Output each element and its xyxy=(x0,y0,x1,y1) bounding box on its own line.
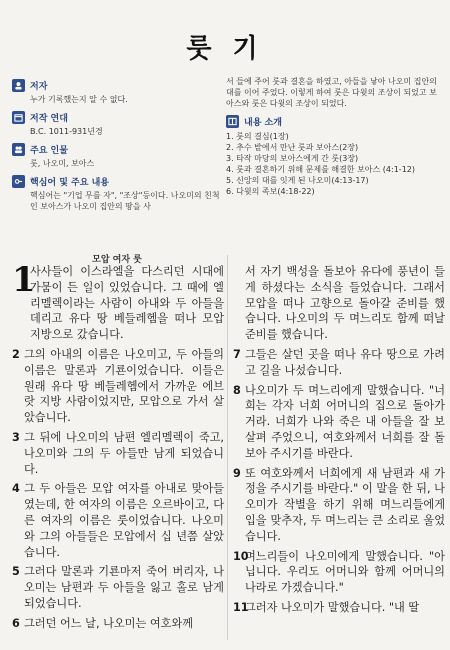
chapter-number: 1 xyxy=(12,260,36,300)
author-title: 저자 xyxy=(30,81,48,92)
verse-text: 나오미가 두 며느리에게 말했습니다. "너희는 각자 너희 어머니의 집으로 돌아가거라. 너희가 나와 죽은 내 아들을 잘 보살펴 주었으니, 여호와께서 너희를 잘 돌보아 주시기를 바란다. xyxy=(245,383,445,460)
verse-number: 10 xyxy=(233,549,249,563)
verse-number: 8 xyxy=(233,383,241,397)
verse-number: 4 xyxy=(12,482,20,496)
verse-text: 서 자기 백성을 돌보아 유다에 풍년이 들게 하셨다는 소식을 들었습니다. 그래서 모압을 떠나 고향으로 돌아갈 준비를 했습니다. 나오미의 두 며느리도 함께 떠날 준비를 했습니다. xyxy=(245,265,445,342)
key-icon xyxy=(12,175,25,188)
keywords-block xyxy=(12,174,224,212)
book-info-box xyxy=(12,78,224,217)
summary-title: 내용 소개 xyxy=(244,118,282,128)
verse xyxy=(12,430,224,477)
verse-text: 사사들이 이스라엘을 다스리던 시대에 가뭄이 든 일이 있었습니다. 그 때에 엘리멜렉이라는 사람이 아내와 두 아들을 데리고 유다 땅 베들레헴을 떠나 모압 지방으로 갔습니다. xyxy=(30,265,224,342)
verse-number: 5 xyxy=(12,565,20,579)
date-text: B.C. 1011-931년경 xyxy=(30,127,103,136)
verse-text: 며느리들이 나오미에게 말했습니다. "아닙니다. 우리도 어머니와 함께 어머니의 나라로 가겠습니다." xyxy=(245,549,445,595)
summary-box xyxy=(226,76,440,197)
author-block xyxy=(12,78,224,105)
people-icon xyxy=(12,143,25,156)
summary-item: 1. 룻의 결심(1장) xyxy=(226,132,289,141)
verse xyxy=(233,264,445,343)
calendar-icon xyxy=(12,111,25,124)
verse-number: 3 xyxy=(12,430,20,444)
verse xyxy=(233,600,445,616)
verse-text: 그 두 아들은 모압 여자를 아내로 맞아들였는데, 한 여자의 이름은 오르바이고, 다른 여자의 이름은 룻이었습니다. 나오미와 그의 아들들은 모압에서 십 년쯤 살았습니다. xyxy=(24,482,224,559)
verse xyxy=(12,347,224,426)
date-block xyxy=(12,110,224,137)
verse xyxy=(12,564,224,611)
verse-number: 7 xyxy=(233,347,241,361)
intro-text: 서 들에 주어 룻과 결혼을 하였고, 아들을 낳아 나오미 집안의 대를 이어 주었다. 이렇게 하여 룻은 다윗의 조상이 되었고 보아스와 룻은 다윗의 조상이 되었다. xyxy=(226,77,437,108)
keywords-text: 핵심어는 "기업 무를 자", "조상"등이다. 나오미의 친척인 보아스가 나오미 집안의 땅을 사 xyxy=(30,191,220,211)
page-title: 룻 기 xyxy=(186,34,264,64)
characters-title: 주요 인물 xyxy=(30,145,68,156)
summary-item: 5. 신앙의 대를 잇게 된 나오미(4:13-17) xyxy=(226,176,369,185)
characters-block xyxy=(12,142,224,169)
verse-number: 6 xyxy=(12,616,20,630)
section-heading: 모압 여자 룻 xyxy=(92,255,142,265)
verse xyxy=(233,383,445,462)
verse xyxy=(12,481,224,560)
verse-text: 그 뒤에 나오미의 남편 엘리멜렉이 죽고, 나오미와 그의 두 아들만 남게 되었습니다. xyxy=(24,430,224,476)
verse-text: 그의 아내의 이름은 나오미고, 두 아들의 이름은 말론과 기룐이었습니다. 이들은 원래 유다 땅 베들레헴에서 가까운 에브랏 지방 사람이었지만, 모압으로 가서 살았습니다. xyxy=(24,347,224,425)
summary-item: 3. 타작 마당의 보아스에게 간 룻(3장) xyxy=(226,154,359,163)
verse-text: 그러자 나오미가 말했습니다. "내 딸 xyxy=(245,600,420,614)
right-column xyxy=(233,264,445,620)
author-text: 누가 기록했는지 알 수 없다. xyxy=(30,95,128,104)
verse-number: 2 xyxy=(12,347,20,361)
summary-item: 4. 룻과 결혼하기 위해 문제를 해결한 보아스 (4:1-12) xyxy=(226,165,415,174)
verse-number: 9 xyxy=(233,466,241,480)
verse-number xyxy=(233,264,245,343)
column-divider xyxy=(227,255,228,640)
verse-text: 그들은 살던 곳을 떠나 유다 땅으로 가려고 길을 나섰습니다. xyxy=(245,347,445,377)
keywords-title: 핵심어 및 주요 내용 xyxy=(30,177,109,188)
verse-text: 또 여호와께서 너희에게 새 남편과 새 가정을 주시기를 바란다." 이 말을 한 뒤, 나오미가 작별을 하기 위해 며느리들에게 입을 맞추자, 두 며느리는 큰 소리로 울었습니다. xyxy=(245,466,445,543)
verse xyxy=(233,347,445,379)
characters-text: 룻, 나오미, 보아스 xyxy=(30,159,95,168)
summary-item: 6. 다윗의 족보(4:18-22) xyxy=(226,187,315,196)
summary-list xyxy=(226,131,440,197)
verse xyxy=(233,549,445,596)
verse-text: 그러던 어느 날, 나오미는 여호와께 xyxy=(24,616,194,630)
author-icon xyxy=(12,79,25,92)
verse xyxy=(233,466,445,545)
verse-text: 그러다 말론과 기룐마저 죽어 버리자, 나오미는 남편과 두 아들을 잃고 홀로 남게 되었습니다. xyxy=(24,565,224,610)
date-title: 저작 연대 xyxy=(30,113,68,124)
book-icon xyxy=(226,115,239,128)
verse-number: 11 xyxy=(233,600,249,614)
summary-item: 2. 추수 밭에서 만난 룻과 보아스(2장) xyxy=(226,143,359,152)
verse xyxy=(12,616,224,632)
